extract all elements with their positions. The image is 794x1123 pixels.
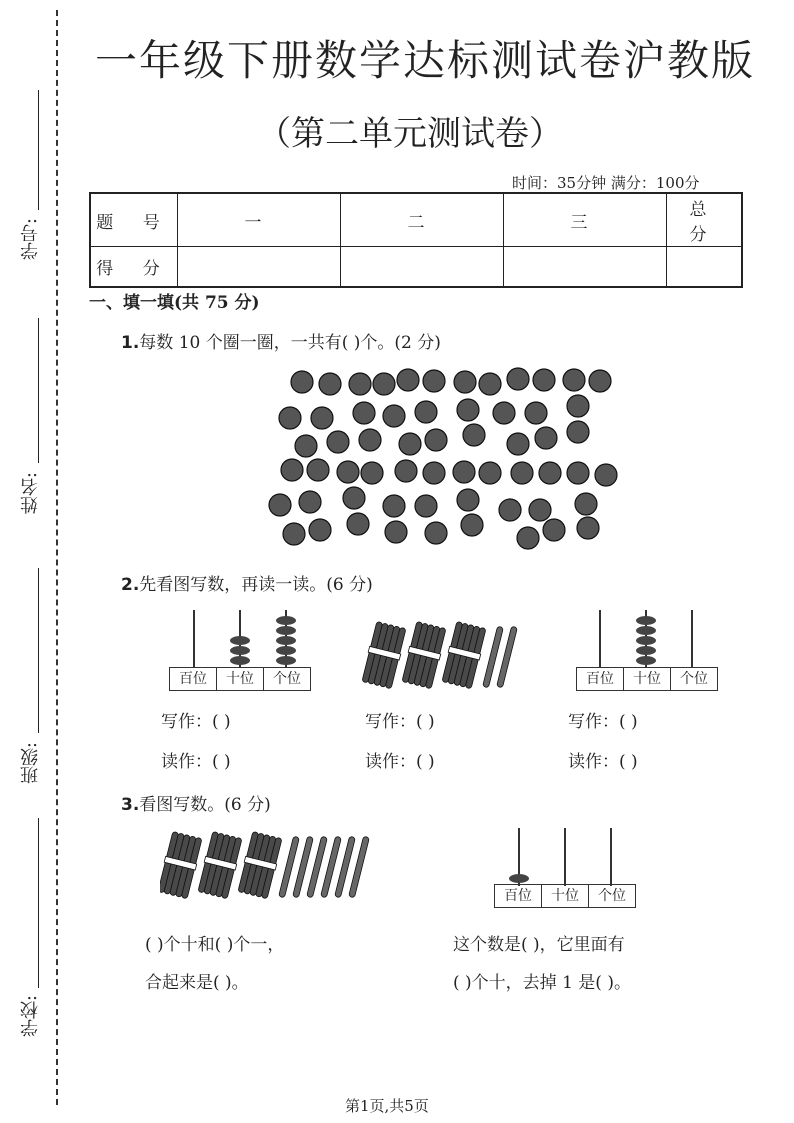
counting-circle (453, 461, 475, 483)
counting-circle (343, 487, 365, 509)
counting-circle (347, 513, 369, 535)
counting-circle (399, 433, 421, 455)
counting-circle (539, 462, 561, 484)
abacus-bead (636, 656, 656, 665)
school-line (38, 818, 39, 988)
counting-circle (511, 462, 533, 484)
table-cell: 二 (341, 193, 504, 247)
counting-circle (425, 522, 447, 544)
tens-label: 十位 (217, 668, 264, 690)
counting-circle (493, 402, 515, 424)
q3-left-line-2[interactable]: 合起来是( )。 (145, 973, 249, 993)
exam-meta: 时间：35分钟 满分：100分 (512, 174, 700, 192)
counting-circle (463, 424, 485, 446)
stick-bundle (160, 831, 203, 899)
counting-circle (454, 371, 476, 393)
question-number: 3. (121, 795, 140, 815)
counting-circle (589, 370, 611, 392)
abacus-rod (564, 828, 566, 886)
question-2 (121, 570, 373, 595)
page-subtitle: （第二单元测试卷） (257, 114, 563, 154)
school-label: 学校: (20, 995, 41, 1038)
question-number: 2. (121, 575, 140, 595)
counting-circle (535, 427, 557, 449)
counting-circle (353, 402, 375, 424)
abacus-rod (610, 828, 612, 886)
place-value-chart (494, 884, 636, 908)
counting-circle (397, 369, 419, 391)
counting-circle (425, 429, 447, 451)
counting-circle (507, 368, 529, 390)
abacus-bead (276, 646, 296, 655)
read-answer-3[interactable]: 读作：( ) (568, 752, 638, 772)
question-number: 1. (121, 333, 140, 353)
hundreds-label: 百位 (170, 668, 217, 690)
counting-circle (525, 402, 547, 424)
read-answer-1[interactable]: 读作：( ) (161, 752, 231, 772)
hundreds-label: 百位 (577, 668, 624, 690)
counting-circle (517, 527, 539, 549)
counting-circle (567, 462, 589, 484)
score-input-cell[interactable] (504, 247, 667, 288)
stick-bundle (237, 831, 283, 899)
stick-bundles-figure (360, 620, 520, 695)
read-answer-2[interactable]: 读作：( ) (365, 752, 435, 772)
section-heading: 一、填一填(共 75 分) (89, 293, 260, 313)
counting-circle (533, 369, 555, 391)
counting-circle (279, 407, 301, 429)
q3-right-line-2[interactable]: ( )个十，去掉 1 是( )。 (453, 973, 631, 993)
circles-figure (260, 360, 620, 555)
abacus-bead (276, 636, 296, 645)
class-label: 班级: (20, 742, 41, 785)
counting-circle (479, 373, 501, 395)
tens-label: 十位 (624, 668, 671, 690)
table-cell: 得 分 (90, 247, 178, 288)
counting-circle (349, 373, 371, 395)
place-value-chart (169, 667, 311, 691)
counting-circle (281, 459, 303, 481)
abacus-bead (509, 874, 529, 883)
counting-circle (359, 429, 381, 451)
counting-circle (575, 493, 597, 515)
counting-circle (283, 523, 305, 545)
student-no-label: 学号: (20, 218, 41, 261)
abacus-bead (636, 646, 656, 655)
student-no-line (38, 90, 39, 210)
question-3 (121, 790, 271, 815)
q3-right-line-1[interactable]: 这个数是( )，它里面有 (453, 935, 625, 955)
write-answer-2[interactable]: 写作：( ) (365, 712, 435, 732)
counting-circle (507, 433, 529, 455)
counting-circle (457, 489, 479, 511)
abacus-bead (636, 636, 656, 645)
abacus-rod (691, 610, 693, 668)
counting-circle (291, 371, 313, 393)
question-text: 先看图写数，再读一读。(6 分) (139, 575, 373, 595)
table-cell: 一 (178, 193, 341, 247)
counting-circle (385, 521, 407, 543)
counting-circle (415, 401, 437, 423)
score-input-cell[interactable] (667, 247, 743, 288)
abacus-rod (193, 610, 195, 668)
counting-circle (595, 464, 617, 486)
table-cell: 三 (504, 193, 667, 247)
counting-circle (311, 407, 333, 429)
page-footer: 第1页,共5页 (345, 1097, 429, 1115)
counting-circle (567, 395, 589, 417)
ones-label: 个位 (598, 888, 626, 904)
question-text: 每数 10 个圈一圈，一共有( )个。(2 分) (139, 333, 441, 353)
cut-line (56, 10, 58, 1105)
counting-circle (529, 499, 551, 521)
counting-circle (567, 421, 589, 443)
counting-circle (383, 405, 405, 427)
stick-bundle (197, 831, 243, 899)
abacus-bead (230, 656, 250, 665)
counting-circle (415, 495, 437, 517)
abacus-bead (636, 626, 656, 635)
counting-circle (577, 517, 599, 539)
table-row (90, 193, 742, 247)
counting-circle (479, 462, 501, 484)
stick-bundle (401, 621, 447, 689)
name-label: 姓名: (20, 472, 41, 515)
counting-circle (499, 499, 521, 521)
hundreds-label: 百位 (495, 885, 542, 907)
counting-circle (299, 491, 321, 513)
place-value-chart (576, 667, 718, 691)
abacus-bead (276, 626, 296, 635)
question-1 (121, 328, 441, 353)
counting-circle (461, 514, 483, 536)
counting-circle (327, 431, 349, 453)
page-title: 一年级下册数学达标测试卷沪教版 (95, 36, 756, 85)
abacus-bead (636, 616, 656, 625)
counting-circle (423, 370, 445, 392)
counting-circle (295, 435, 317, 457)
counting-circle (543, 519, 565, 541)
counting-circle (361, 462, 383, 484)
write-answer-3[interactable]: 写作：( ) (568, 712, 638, 732)
abacus-bead (276, 616, 296, 625)
class-line (38, 568, 39, 733)
ones-label: 个位 (680, 671, 708, 687)
counting-circle (309, 519, 331, 541)
counting-circle (337, 461, 359, 483)
counting-circle (395, 460, 417, 482)
counting-circle (383, 495, 405, 517)
stick-bundle (361, 621, 407, 689)
abacus-rod (599, 610, 601, 668)
score-input-cell[interactable] (341, 247, 504, 288)
counting-circle (319, 373, 341, 395)
counting-circle (373, 373, 395, 395)
ones-label: 个位 (273, 671, 301, 687)
table-cell: 总 分 (667, 193, 743, 247)
abacus-bead (276, 656, 296, 665)
stick-bundle (441, 621, 487, 689)
stick-bundles-figure-2 (160, 830, 370, 905)
write-answer-1[interactable]: 写作：( ) (161, 712, 231, 732)
table-row (90, 247, 742, 288)
q3-left-line-1[interactable]: ( )个十和( )个一， (145, 935, 285, 955)
score-table (89, 192, 743, 288)
counting-circle (423, 462, 445, 484)
tens-label: 十位 (542, 885, 589, 907)
table-cell: 题 号 (90, 193, 178, 247)
score-input-cell[interactable] (178, 247, 341, 288)
abacus-bead (230, 646, 250, 655)
counting-circle (563, 369, 585, 391)
question-text: 看图写数。(6 分) (139, 795, 271, 815)
counting-circle (307, 459, 329, 481)
counting-circle (457, 399, 479, 421)
name-line (38, 318, 39, 463)
abacus-bead (230, 636, 250, 645)
counting-circle (269, 494, 291, 516)
